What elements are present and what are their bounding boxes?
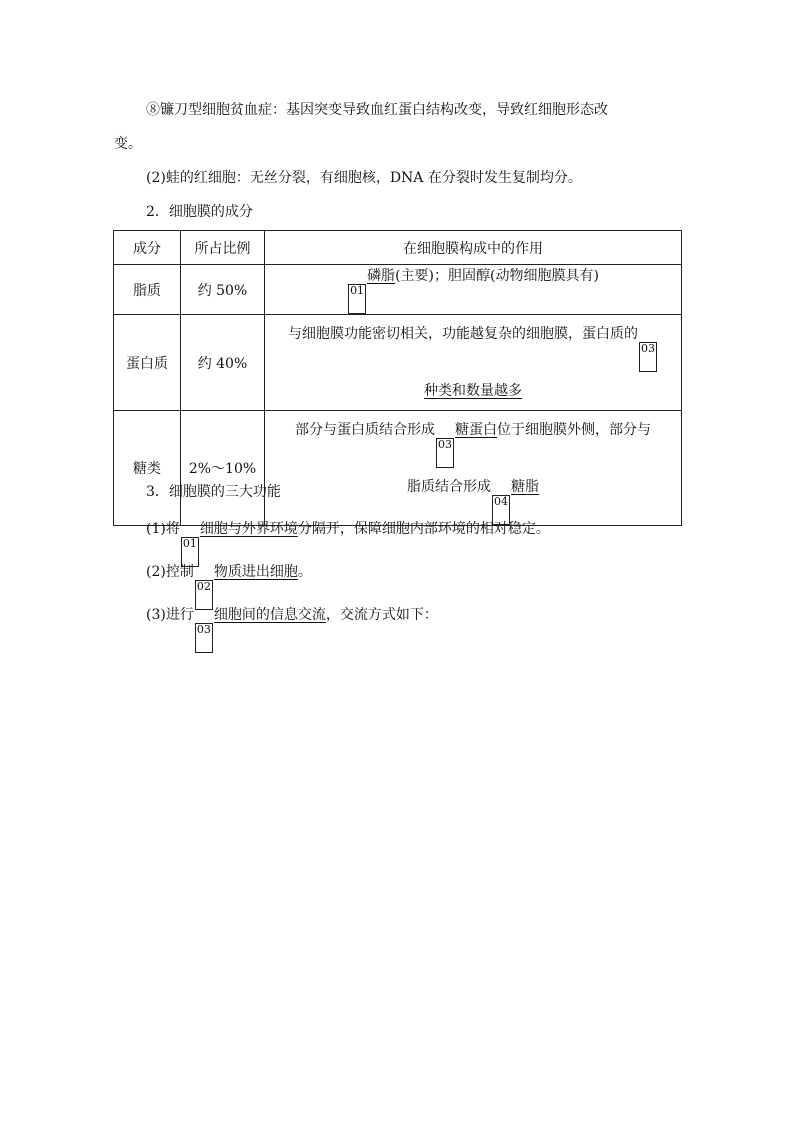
table-header-cell: 成分 xyxy=(114,231,181,265)
role-text: 部分与蛋白质结合形成 xyxy=(295,422,435,438)
blank-number-box: 03 xyxy=(639,342,657,372)
paragraph-line: ⑧镰刀型细胞贫血症：基因突变导致血红蛋白结构改变，导致红细胞形态改 xyxy=(146,102,608,118)
answer-text: 种类和数量越多 xyxy=(424,383,522,399)
ratio-cell: 约 50% xyxy=(181,265,265,315)
paragraph-frog-rbc: (2)蛙的红细胞：无丝分裂，有细胞核，DNA 在分裂时发生复制均分。 xyxy=(146,170,582,186)
paragraph-line: 变。 xyxy=(114,136,142,152)
table-row xyxy=(114,265,682,315)
component-cell: 糖类 xyxy=(114,411,181,526)
section-heading: 3．细胞膜的三大功能 xyxy=(146,484,281,500)
function-prefix: (2)控制 xyxy=(146,564,194,580)
role-text: 位于细胞膜外侧，部分与 xyxy=(497,422,651,438)
role-cell xyxy=(265,315,682,411)
section-heading: 2．细胞膜的成分 xyxy=(146,204,253,220)
table-row xyxy=(114,315,682,411)
blank-number-box: 01 xyxy=(181,537,199,567)
ratio-cell: 2%～10% xyxy=(181,411,265,526)
answer-text: 糖蛋白 xyxy=(455,422,497,438)
function-prefix: (3)进行 xyxy=(146,607,194,623)
ratio-cell: 约 40% xyxy=(181,315,265,411)
answer-text: 细胞间的信息交流 xyxy=(213,607,326,623)
blank-number-box: 01 xyxy=(348,284,366,314)
table-header-row xyxy=(114,231,682,265)
blank-number-box: 04 xyxy=(492,495,510,525)
function-suffix: ，交流方式如下： xyxy=(325,607,438,623)
blank-number-box: 03 xyxy=(195,623,213,653)
answer-text: 物质进出细胞 xyxy=(213,564,298,580)
role-text: 脂质结合形成 xyxy=(407,479,491,495)
blank-number-box: 03 xyxy=(436,438,454,468)
table-header-cell: 所占比例 xyxy=(181,231,265,265)
blank-number-box: 02 xyxy=(195,580,213,610)
answer-text: 磷脂 xyxy=(367,268,396,284)
function-item xyxy=(146,562,312,610)
answer-text: 细胞与外界环境 xyxy=(199,521,298,537)
role-cell xyxy=(265,265,682,315)
function-prefix: (1)将 xyxy=(146,521,180,537)
role-text: (主要)；胆固醇(动物细胞膜具有) xyxy=(395,268,599,284)
table-row xyxy=(114,411,682,526)
function-suffix: 分隔开，保障细胞内部环境的相对稳定。 xyxy=(297,521,550,537)
function-item xyxy=(146,605,438,653)
role-text: 与细胞膜功能密切相关，功能越复杂的细胞膜，蛋白质的 xyxy=(288,326,638,342)
component-cell: 蛋白质 xyxy=(114,315,181,411)
component-cell: 脂质 xyxy=(114,265,181,315)
answer-text: 糖脂 xyxy=(511,479,539,495)
role-cell xyxy=(265,411,682,526)
table-header-cell: 在细胞膜构成中的作用 xyxy=(265,231,682,265)
function-item xyxy=(146,519,550,567)
function-suffix: 。 xyxy=(297,564,312,580)
